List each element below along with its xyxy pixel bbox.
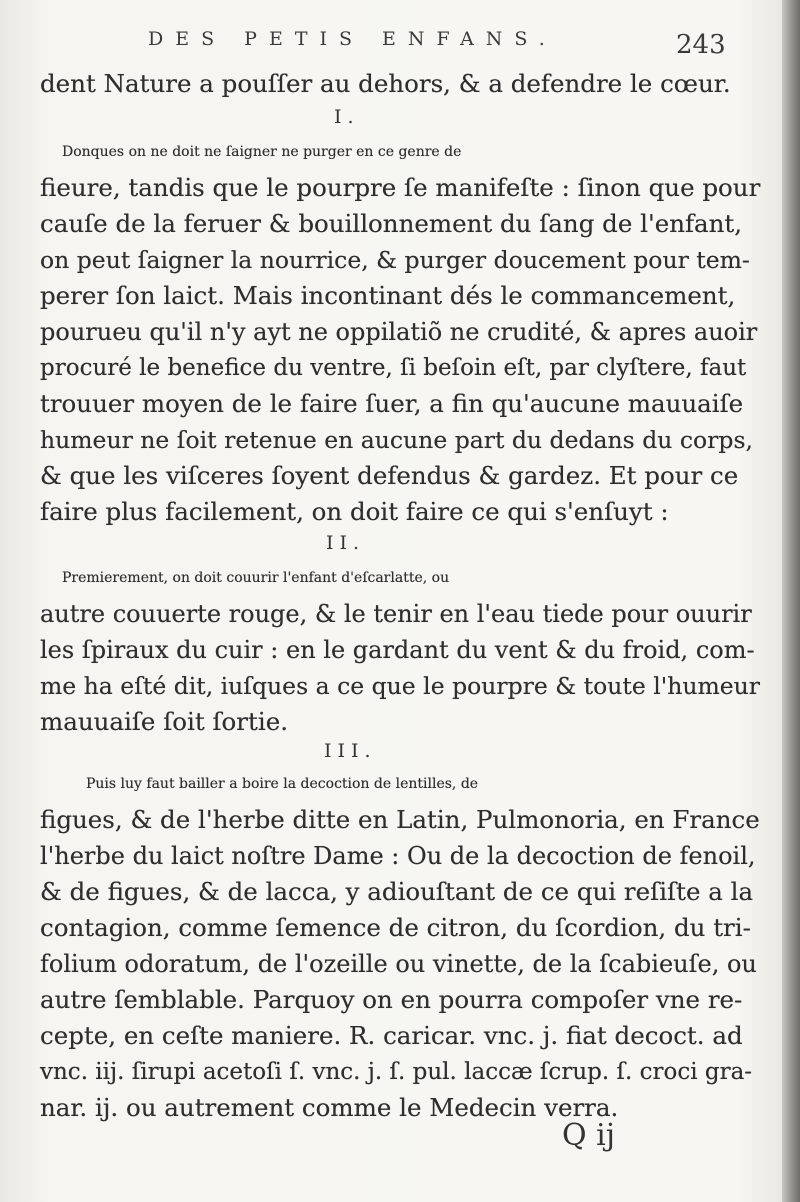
text-line: me ha eſté dit, iuſques a ce que le pourpre & toute l'humeur bbox=[40, 672, 761, 700]
section-number: III. bbox=[324, 740, 377, 762]
section-number: II. bbox=[326, 532, 366, 554]
signature-mark: Q ij bbox=[562, 1118, 616, 1153]
text-line: mauuaiſe ſoit ſortie. bbox=[40, 707, 288, 736]
text-line: Donques on ne doit ne ſaigner ne purger en ce genre de bbox=[62, 144, 462, 160]
text-line: on peut ſaigner la nourrice, & purger doucement pour tem- bbox=[40, 246, 750, 274]
page-edge-shadow bbox=[782, 0, 800, 1202]
text-line: autre ſemblable. Parquoy on en pourra compoſer vne re- bbox=[40, 985, 743, 1014]
text-line: perer ſon laict. Mais incontinant dés le commancement, bbox=[40, 281, 736, 310]
text-line: cauſe de la feruer & bouillonnement du ſang de l'enfant, bbox=[40, 209, 743, 238]
text-line: contagion, comme ſemence de citron, du ſcordion, du tri- bbox=[40, 913, 751, 942]
text-line: Premierement, on doit couurir l'enfant d'eſcarlatte, ou bbox=[62, 570, 450, 586]
text-line: les ſpiraux du cuir : en le gardant du vent & du froid, com- bbox=[40, 636, 755, 664]
text-line: nar. ij. ou autrement comme le Medecin verra. bbox=[40, 1093, 619, 1122]
text-line: figues, & de l'herbe ditte en Latin, Pulmonoria, en France bbox=[40, 805, 760, 834]
text-line: fieure, tandis que le pourpre ſe manifeſte : ſinon que pour bbox=[40, 173, 761, 202]
text-line: & de figues, & de lacca, y adiouſtant de ce qui reſiſte a la bbox=[40, 877, 754, 906]
text-line: dent Nature a pouſſer au dehors, & a defendre le cœur. bbox=[40, 69, 731, 98]
text-line: Puis luy faut bailler a boire la decoction de lentilles, de bbox=[86, 776, 479, 792]
text-line: folium odoratum, de l'ozeille ou vinette, de la ſcabieuſe, ou bbox=[40, 950, 757, 978]
text-line: autre couuerte rouge, & le tenir en l'eau tiede pour ouurir bbox=[40, 600, 752, 628]
text-line: faire plus facilement, on doit faire ce qui s'enſuyt : bbox=[40, 497, 669, 526]
text-line: procuré le benefice du ventre, ſi beſoin eſt, par clyſtere, faut bbox=[40, 355, 747, 381]
text-line: humeur ne ſoit retenue en aucune part du dedans du corps, bbox=[40, 426, 753, 454]
text-line: & que les viſceres ſoyent defendus & gardez. Et pour ce bbox=[40, 461, 739, 490]
text-line: cepte, en ceſte maniere. R. caricar. vnc. j. fiat decoct. ad bbox=[40, 1021, 743, 1050]
page-number: 243 bbox=[676, 30, 726, 60]
text-line: vnc. iij. ſirupi acetoſi ſ. vnc. j. ſ. pul. laccæ ſcrup. ſ. croci gra- bbox=[40, 1059, 753, 1085]
section-number: I. bbox=[334, 106, 360, 128]
text-line: l'herbe du laict noſtre Dame : Ou de la decoction de fenoil, bbox=[40, 842, 756, 870]
text-line: trouuer moyen de le faire ſuer, a fin qu'aucune mauuaiſe bbox=[40, 389, 744, 418]
text-line: pourueu qu'il n'y ayt ne oppilatiõ ne crudité, & apres auoir bbox=[40, 318, 758, 346]
running-head: DES PETIS ENFANS. bbox=[148, 28, 557, 50]
